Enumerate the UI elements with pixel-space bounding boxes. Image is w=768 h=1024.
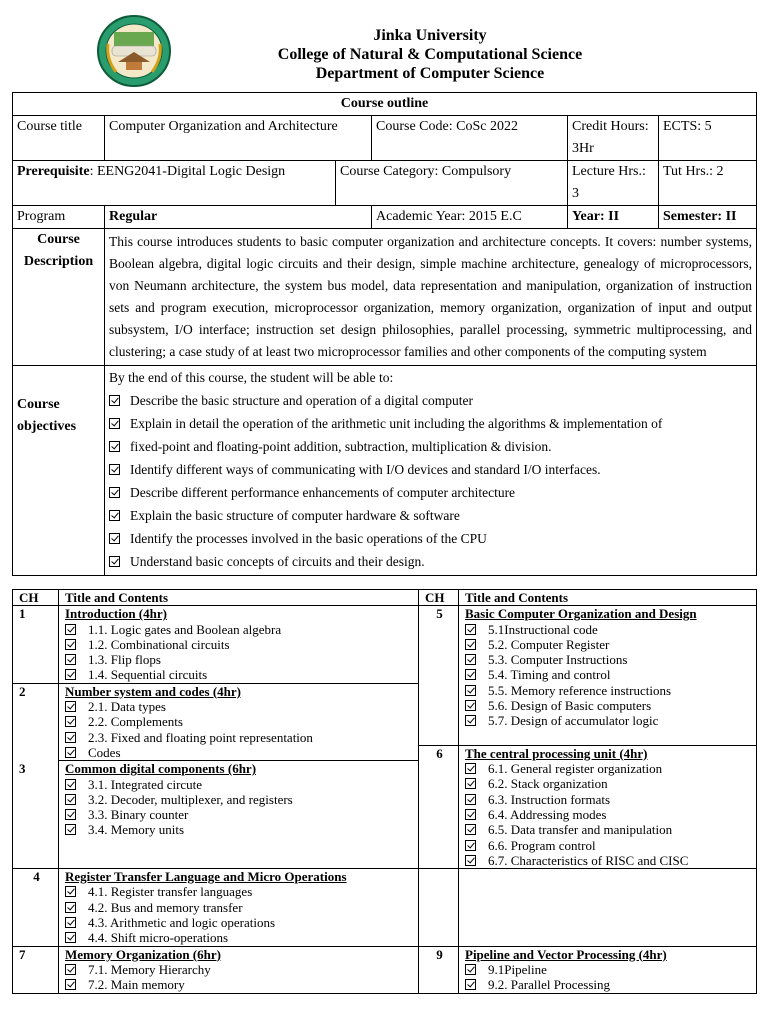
chapter-item <box>465 637 752 652</box>
item-text: 2.3. Fixed and floating point representation <box>88 729 313 745</box>
item-text: 5.7. Design of accumulator logic <box>488 713 659 729</box>
objective-text: Explain the basic structure of computer hardware & software <box>130 508 460 523</box>
item-text: 5.5. Memory reference instructions <box>488 682 672 698</box>
description-label-line1: Course <box>37 232 80 247</box>
chapter-item <box>465 853 752 868</box>
checkbox-icon <box>465 715 476 726</box>
chapter-item <box>465 776 752 791</box>
checkbox-icon <box>65 824 76 835</box>
course-code: Course Code: CoSc 2022 <box>372 116 568 161</box>
item-text: 6.2. Stack organization <box>488 776 608 792</box>
item-text: 6.5. Data transfer and manipulation <box>488 822 673 838</box>
prerequisite-value: : EENG2041-Digital Logic Design <box>89 164 286 179</box>
objective-item <box>109 550 752 573</box>
objective-text: Describe the basic structure and operation of a digital computer <box>130 393 473 408</box>
item-text: 5.1Instructional code <box>488 621 598 637</box>
empty-cell <box>459 869 757 946</box>
college-name: College of Natural & Computational Science <box>277 46 583 63</box>
chapter-item <box>465 698 752 713</box>
checkbox-icon <box>65 779 76 790</box>
item-text: 4.1. Register transfer languages <box>88 884 253 900</box>
objective-item <box>109 412 752 435</box>
checkbox-icon <box>65 932 76 943</box>
checkbox-icon <box>65 654 76 665</box>
chapter-item <box>65 777 418 792</box>
chapter-6 <box>459 745 757 868</box>
checkbox-icon <box>65 964 76 975</box>
checkbox-icon <box>465 654 476 665</box>
objectives-cell <box>105 366 757 576</box>
checkbox-icon <box>65 716 76 727</box>
checkbox-icon <box>109 464 120 475</box>
chapter-item <box>465 652 752 667</box>
chapter-number: 6 <box>419 745 459 868</box>
objectives-intro: By the end of this course, the student will be able to: <box>109 370 394 385</box>
chapter-number: 2 <box>13 683 59 868</box>
checkbox-icon <box>65 669 76 680</box>
item-text: 1.2. Combinational circuits <box>88 636 230 652</box>
objectives-label-line1: Course <box>17 396 60 412</box>
chapter-item <box>65 807 418 822</box>
university-logo-icon <box>96 14 172 88</box>
chapter-2 <box>59 684 418 761</box>
checkbox-icon <box>65 902 76 913</box>
item-text: 6.6. Program control <box>488 837 596 853</box>
chapter-title: Introduction (4hr) <box>65 606 167 622</box>
checkbox-icon <box>465 639 476 650</box>
checkbox-icon <box>65 886 76 897</box>
checkbox-icon <box>109 418 120 429</box>
item-text: 3.3. Binary counter <box>88 807 189 823</box>
item-text: 5.6. Design of Basic computers <box>488 698 652 714</box>
objective-item <box>109 458 752 481</box>
item-text: 7.1. Memory Hierarchy <box>88 961 211 977</box>
checkbox-icon <box>65 979 76 990</box>
checkbox-icon <box>65 747 76 758</box>
checkbox-icon <box>465 700 476 711</box>
chapter-item <box>65 822 418 837</box>
chapter-item <box>465 962 752 977</box>
objective-item <box>109 527 752 550</box>
item-text: 3.1. Integrated circute <box>88 776 203 792</box>
item-text: 4.3. Arithmetic and logic operations <box>88 915 276 931</box>
chapter-item <box>65 884 414 899</box>
chapter-item <box>65 962 414 977</box>
prerequisite-label: Prerequisite <box>17 164 90 179</box>
item-text: 5.4. Timing and control <box>488 667 611 683</box>
chapter-item <box>465 838 752 853</box>
checkbox-icon <box>109 533 120 544</box>
item-text: 6.3. Instruction formats <box>488 791 611 807</box>
chapter-item <box>65 745 418 760</box>
chapter-item <box>465 683 752 698</box>
checkbox-icon <box>465 809 476 820</box>
objective-text: Explain in detail the operation of the arithmetic unit including the algorithms & implementation of <box>130 416 663 431</box>
checkbox-icon <box>465 624 476 635</box>
semester: Semester: II <box>659 206 757 229</box>
department-name: Department of Computer Science <box>315 65 545 82</box>
chapter-item <box>65 915 414 930</box>
item-text: 1.3. Flip flops <box>88 652 161 668</box>
checkbox-icon <box>65 701 76 712</box>
chapter-5 <box>459 606 757 745</box>
objective-text: Describe different performance enhancements of computer architecture <box>130 485 516 500</box>
chapter-number: 5 <box>419 606 459 745</box>
col-header-title-right: Title and Contents <box>459 590 757 606</box>
chapter-title: The central processing unit (4hr) <box>465 745 648 761</box>
chapter-item <box>465 792 752 807</box>
item-text: 6.1. General register organization <box>488 761 663 777</box>
chapter-item <box>465 713 752 728</box>
item-text: 4.4. Shift micro-operations <box>88 930 229 946</box>
tutorial-hours: Tut Hrs.: 2 <box>659 161 757 206</box>
year: Year: II <box>568 206 659 229</box>
checkbox-icon <box>109 395 120 406</box>
item-text: 5.3. Computer Instructions <box>488 652 628 668</box>
item-text: 6.7. Characteristics of RISC and CISC <box>488 852 689 868</box>
chapter-number: 3 <box>19 761 26 777</box>
chapter-title: Pipeline and Vector Processing (4hr) <box>465 946 667 962</box>
chapter-1 <box>59 606 419 683</box>
outline-heading: Course outline <box>13 93 757 116</box>
item-text: 9.2. Parallel Processing <box>488 977 611 993</box>
item-text: 1.4. Sequential circuits <box>88 667 208 683</box>
chapter-4 <box>59 869 419 946</box>
chapter-item <box>65 652 414 667</box>
program-value: Regular <box>105 206 372 229</box>
chapter-item <box>65 667 414 682</box>
chapter-item <box>65 792 418 807</box>
checkbox-icon <box>65 624 76 635</box>
checkbox-icon <box>465 979 476 990</box>
col-header-ch-right: CH <box>419 590 459 606</box>
course-title-label: Course title <box>13 116 105 161</box>
chapter-title: Memory Organization (6hr) <box>65 946 221 962</box>
checkbox-icon <box>109 556 120 567</box>
chapter-title: Basic Computer Organization and Design <box>465 606 697 622</box>
chapter-item <box>65 699 418 714</box>
item-text: 6.4. Addressing modes <box>488 806 607 822</box>
objective-item <box>109 504 752 527</box>
checkbox-icon <box>65 794 76 805</box>
item-text: 2.2. Complements <box>88 714 183 730</box>
course-outline-table <box>12 92 757 576</box>
chapter-number: 9 <box>419 946 459 993</box>
chapter-title: Common digital components (6hr) <box>65 761 257 777</box>
chapter-item <box>65 900 414 915</box>
academic-year: Academic Year: 2015 E.C <box>372 206 568 229</box>
chapter-3 <box>19 761 418 851</box>
chapter-9 <box>459 946 757 993</box>
checkbox-icon <box>465 855 476 866</box>
header-text <box>180 26 680 83</box>
program-label: Program <box>13 206 105 229</box>
chapter-2-3-cell <box>19 683 419 868</box>
objective-item <box>109 389 752 412</box>
course-description: This course introduces students to basic computer organization and architecture concepts. It covers: number systems, Boolean algebra, digital logic circuits and their design, simple machine architecture, genealogy of microprocessors, von Neumann architecture, the system bus model, data representation and manipulation, organization of instruction sets and program execution, microprocessor organization, memory organization, organization of input and output subsystem, I/O interface; instruction set design philosophies, parallel processing, symmetric multiprocessing, and clustering; a case study of at least two microprocessor families and other components of the computing system <box>105 229 757 366</box>
checkbox-icon <box>65 639 76 650</box>
university-name: Jinka University <box>373 27 487 44</box>
checkbox-icon <box>465 685 476 696</box>
col-header-ch: CH <box>13 590 59 606</box>
empty-cell <box>419 869 459 946</box>
item-text: 9.1Pipeline <box>488 961 547 977</box>
objective-text: fixed-point and floating-point addition, subtraction, multiplication & division. <box>130 439 552 454</box>
document-header <box>0 0 768 92</box>
chapter-item <box>465 761 752 776</box>
objectives-label <box>13 366 105 576</box>
checkbox-icon <box>109 510 120 521</box>
item-text: 3.2. Decoder, multiplexer, and registers <box>88 791 293 807</box>
ects: ECTS: 5 <box>659 116 757 161</box>
checkbox-icon <box>465 778 476 789</box>
chapter-item <box>465 667 752 682</box>
chapter-7 <box>59 946 419 993</box>
item-text: 5.2. Computer Register <box>488 636 610 652</box>
chapter-item <box>465 622 752 637</box>
item-text: Codes <box>88 744 121 760</box>
item-text: 3.4. Memory units <box>88 822 185 838</box>
chapter-item <box>465 807 752 822</box>
item-text: 2.1. Data types <box>88 699 166 715</box>
chapter-number: 4 <box>13 869 59 946</box>
chapter-item <box>465 977 752 992</box>
chapter-item <box>65 714 418 729</box>
chapter-title: Number system and codes (4hr) <box>65 683 241 699</box>
course-category: Course Category: Compulsory <box>336 161 568 206</box>
item-text: 7.2. Main memory <box>88 977 185 993</box>
objective-item <box>109 481 752 504</box>
credit-hours: Credit Hours: 3Hr <box>568 116 659 161</box>
chapter-item <box>65 637 414 652</box>
checkbox-icon <box>465 669 476 680</box>
checkbox-icon <box>465 824 476 835</box>
col-header-title: Title and Contents <box>59 590 419 606</box>
course-title-value: Computer Organization and Architecture <box>105 116 372 161</box>
objective-item <box>109 435 752 458</box>
item-text: 4.2. Bus and memory transfer <box>88 899 243 915</box>
checkbox-icon <box>65 809 76 820</box>
objective-text: Identify the processes involved in the basic operations of the CPU <box>130 531 487 546</box>
description-label-line2: Description <box>23 254 94 269</box>
chapter-number: 7 <box>13 946 59 993</box>
checkbox-icon <box>465 840 476 851</box>
item-text: 1.1. Logic gates and Boolean algebra <box>88 621 282 637</box>
chapter-title: Register Transfer Language and Micro Operations <box>65 869 347 885</box>
checkbox-icon <box>465 794 476 805</box>
checkbox-icon <box>109 441 120 452</box>
spacer <box>65 838 418 852</box>
checkbox-icon <box>465 964 476 975</box>
checkbox-icon <box>109 487 120 498</box>
checkbox-icon <box>65 917 76 928</box>
chapter-item <box>465 822 752 837</box>
chapter-item <box>65 977 414 992</box>
chapter-number: 1 <box>13 606 59 683</box>
chapter-item <box>65 930 414 945</box>
prerequisite-cell <box>13 161 336 206</box>
chapter-contents-table <box>12 589 757 994</box>
chapter-item <box>65 622 414 637</box>
checkbox-icon <box>465 763 476 774</box>
checkbox-icon <box>65 732 76 743</box>
objective-text: Identify different ways of communicating with I/O devices and standard I/O interfaces. <box>130 462 601 477</box>
objective-text: Understand basic concepts of circuits and their design. <box>130 554 425 569</box>
description-label <box>13 229 105 366</box>
lecture-hours: Lecture Hrs.: 3 <box>568 161 659 206</box>
objectives-label-line2: objectives <box>17 418 77 434</box>
chapter-item <box>65 730 418 745</box>
